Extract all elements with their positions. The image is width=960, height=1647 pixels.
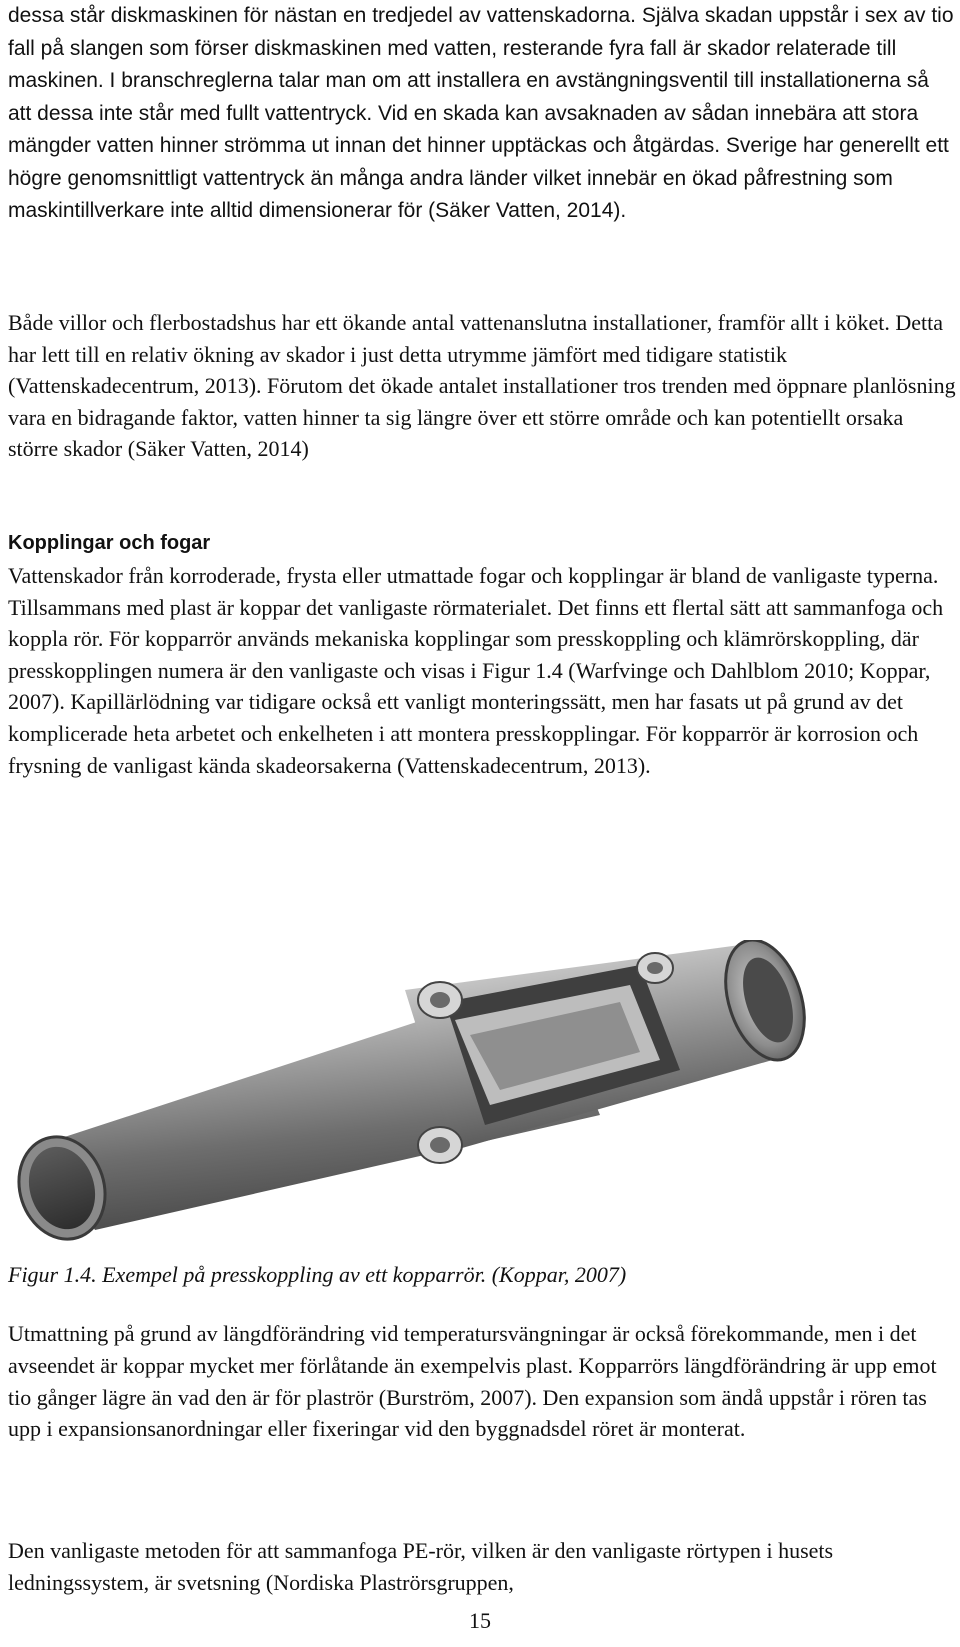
paragraph-kitchen-installations: Både villor och flerbostadshus har ett ökande antal vattenanslutna installationer, framför allt i köket. Detta har lett till en relativ ökning av skador i just detta utrymme jämfört med tidigare statistik (Vattenskadecentrum, 2013). Förutom det ökade antalet installationer tros trenden med öppnare planlösning vara en bidragande faktor, vatten hinner ta sig längre över ett större område och kan potentiellt orsaka större skador (Säker Vatten, 2014) bbox=[8, 310, 956, 461]
figure-caption: Figur 1.4. Exempel på presskoppling av ett kopparrör. (Koppar, 2007) bbox=[8, 1262, 627, 1287]
press-coupling-illustration bbox=[0, 940, 960, 1250]
paragraph-pe-pipes: Den vanligaste metoden för att sammanfoga PE-rör, vilken är den vanligaste rörtypen i husets ledningssystem, är svetsning (Nordiska Plaströrsgruppen, bbox=[8, 1538, 834, 1595]
press-coupling-figure bbox=[0, 940, 960, 1250]
section-heading: Kopplingar och fogar bbox=[8, 532, 211, 554]
paragraph-length-change: Utmattning på grund av längdförändring vid temperatursvängningar är också förekommande, men i det avseendet är koppar mycket mer förlåtande än exempelvis plast. Kopparrörs längdförändring är upp emot tio gånger lägre än vad den är för plaströr (Burström, 2007). Den expansion som ändå uppstår i rören tas upp i expansionsanordningar eller fixeringar vid den byggnadsdel röret är monterat. bbox=[8, 1321, 937, 1442]
paragraph-couplings: Vattenskador från korroderade, frysta eller utmattade fogar och kopplingar är bland de vanligaste typerna. Tillsammans med plast är koppar det vanligaste rörmaterialet. Det finns ett flertal sätt att sammanfoga och koppla rör. För kopparrör används mekaniska kopplingar som presskoppling och klämrörskoppling, där presskopplingen numera är den vanligaste och visas i Figur 1.4 (Warfvinge och Dahlblom 2010; Koppar, 2007). Kapillärlödning var tidigare också ett vanligt monteringssätt, men har fasats ut på grund av det komplicerade heta arbetet och enkelheten i att montera presskopplingar. För kopparrör är korrosion och frysning de vanligast kända skadeorsakerna (Vattenskadecentrum, 2013). bbox=[8, 563, 944, 778]
page-number: 15 bbox=[469, 1608, 491, 1633]
paragraph-dishwasher-damage: dessa står diskmaskinen för nästan en tredjedel av vattenskadorna. Själva skadan uppstår i sex av tio fall på slangen som förser diskmaskinen med vatten, resterande fyra fall är skador relaterade till maskinen. I branschreglerna talar man om att installera en avstängningsventil till installationerna så att dessa inte står med fullt vattentryck. Vid en skada kan avsaknaden av sådan innebära att stora mängder vatten hinner strömma ut innan det hinner upptäckas och åtgärdas. Sverige har generellt ett högre genomsnittligt vattentryck än många andra länder vilket innebär en ökad påfrestning som maskintillverkare inte alltid dimensionerar för (Säker Vatten, 2014). bbox=[8, 4, 954, 222]
